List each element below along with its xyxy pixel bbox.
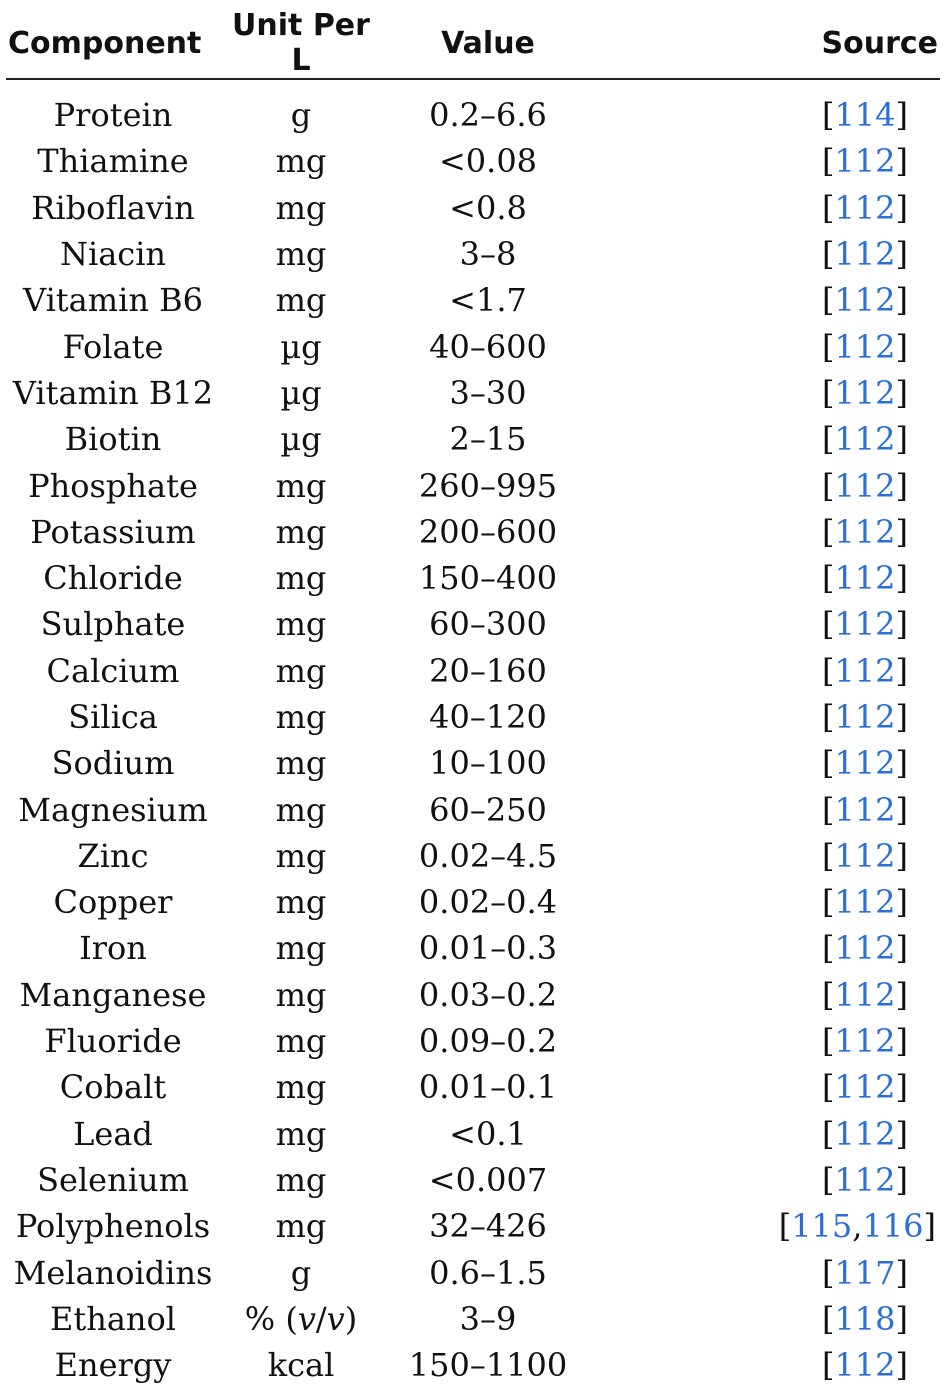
open-bracket: [	[821, 1160, 835, 1199]
close-bracket: ]	[895, 1068, 908, 1107]
unit-cell: mg	[275, 1207, 327, 1246]
source-cell	[594, 1296, 940, 1342]
unit-cell: mg	[275, 744, 327, 783]
table-row	[6, 833, 940, 879]
unit-cell: mg	[275, 466, 327, 505]
open-bracket: [	[821, 1299, 835, 1338]
component-cell: Cobalt	[59, 1068, 167, 1107]
open-bracket: [	[821, 420, 835, 459]
source-cell	[594, 509, 940, 555]
unit-cell: mg	[275, 698, 327, 736]
value-cell: 200–600	[418, 512, 558, 551]
source-cell	[594, 1111, 940, 1157]
value-cell: 3–30	[449, 373, 527, 412]
open-bracket: [	[821, 1114, 835, 1153]
component-cell: Protein	[53, 96, 173, 135]
value-cell: 3–9	[459, 1299, 517, 1338]
close-bracket: ]	[895, 744, 908, 783]
value-cell: 2–15	[449, 420, 527, 459]
header-source: Source	[594, 8, 940, 79]
table-row	[6, 509, 940, 555]
open-bracket: [	[821, 1253, 835, 1292]
citation-link[interactable]: 112	[834, 327, 896, 366]
value-cell: 260–995	[418, 466, 558, 505]
open-bracket: [	[821, 373, 835, 412]
citation-link[interactable]: 112	[834, 698, 896, 736]
citation-link[interactable]: 112	[834, 235, 896, 274]
component-cell: Selenium	[37, 1160, 189, 1199]
component-cell: Sulphate	[40, 605, 186, 644]
citation-link[interactable]: 112	[834, 512, 896, 551]
open-bracket: [	[821, 142, 835, 181]
citation-link[interactable]: 118	[834, 1299, 896, 1338]
table-row	[6, 925, 940, 971]
table-row	[6, 601, 940, 647]
table-row	[6, 416, 940, 462]
table-row	[6, 1296, 940, 1342]
component-cell: Fluoride	[44, 1022, 182, 1061]
table-row	[6, 1249, 940, 1295]
close-bracket: ]	[895, 1022, 908, 1061]
close-bracket: ]	[895, 605, 908, 644]
source-cell	[594, 694, 940, 740]
value-cell: 10–100	[429, 744, 547, 783]
citation-link[interactable]: 112	[834, 790, 896, 829]
table-row	[6, 185, 940, 231]
composition-table	[6, 8, 940, 1388]
table-row	[6, 370, 940, 416]
table-row	[6, 323, 940, 369]
table-row	[6, 786, 940, 832]
citation-link[interactable]: 116	[862, 1207, 924, 1246]
unit-cell: g	[290, 96, 312, 135]
header-component: Component	[6, 8, 220, 79]
open-bracket: [	[821, 605, 835, 644]
source-cell	[594, 972, 940, 1018]
open-bracket: [	[821, 1022, 835, 1061]
value-cell: 150–400	[418, 559, 558, 598]
unit-cell: mg	[275, 929, 327, 968]
close-bracket: ]	[895, 1346, 908, 1385]
source-cell	[594, 1018, 940, 1064]
citation-link[interactable]: 112	[834, 651, 896, 690]
citation-link[interactable]: 112	[834, 1160, 896, 1199]
citation-link[interactable]: 112	[834, 1114, 896, 1153]
value-cell: 0.01–0.3	[418, 929, 558, 968]
unit-cell: kcal	[267, 1346, 335, 1385]
close-bracket: ]	[895, 975, 908, 1014]
source-cell	[594, 601, 940, 647]
component-cell: Vitamin B12	[12, 373, 214, 412]
citation-link[interactable]: 112	[834, 281, 896, 320]
component-cell: Thiamine	[37, 142, 189, 181]
close-bracket: ]	[895, 883, 908, 922]
citation-link[interactable]: 117	[834, 1253, 896, 1292]
source-cell	[594, 370, 940, 416]
citation-link[interactable]: 112	[834, 142, 896, 181]
value-cell: 0.6–1.5	[429, 1253, 547, 1292]
component-cell: Polyphenols	[15, 1207, 211, 1246]
close-bracket: ]	[895, 698, 908, 736]
component-cell: Biotin	[64, 420, 162, 459]
open-bracket: [	[821, 235, 835, 274]
source-cell	[594, 185, 940, 231]
source-cell	[594, 462, 940, 508]
value-cell: 3–8	[459, 235, 517, 274]
close-bracket: ]	[895, 281, 908, 320]
source-cell	[594, 1157, 940, 1203]
table-row	[6, 1111, 940, 1157]
citation-link[interactable]: 114	[834, 96, 896, 135]
table-row	[6, 1064, 940, 1110]
unit-cell: µg	[280, 420, 322, 459]
value-cell: 40–600	[429, 327, 547, 366]
table-row	[6, 462, 940, 508]
component-cell: Lead	[73, 1114, 153, 1153]
table-row	[6, 1157, 940, 1203]
citation-link[interactable]: 112	[834, 373, 896, 412]
unit-cell: mg	[275, 142, 327, 181]
close-bracket: ]	[895, 651, 908, 690]
source-cell	[594, 1203, 940, 1249]
unit-cell: mg	[275, 790, 327, 829]
unit-part: )	[344, 1299, 358, 1338]
value-cell: 32–426	[429, 1207, 547, 1246]
component-cell: Phosphate	[28, 466, 198, 505]
open-bracket: [	[821, 559, 835, 598]
open-bracket: [	[821, 466, 835, 505]
component-cell: Niacin	[59, 235, 167, 274]
unit-cell: mg	[275, 281, 327, 320]
source-cell	[594, 1064, 940, 1110]
unit-cell: mg	[275, 1022, 327, 1061]
component-cell: Vitamin B6	[23, 281, 203, 320]
component-cell: Folate	[62, 327, 164, 366]
citation-link[interactable]: 112	[834, 1346, 896, 1385]
source-cell	[594, 323, 940, 369]
open-bracket: [	[821, 883, 835, 922]
unit-part: v	[297, 1299, 316, 1338]
source-cell	[594, 925, 940, 971]
open-bracket: [	[821, 512, 835, 551]
table-row	[6, 1342, 940, 1388]
value-cell: 0.02–4.5	[418, 836, 558, 875]
unit-cell: mg	[275, 1068, 327, 1107]
component-cell: Melanoidins	[13, 1253, 213, 1292]
source-cell	[594, 79, 940, 138]
component-cell: Ethanol	[49, 1299, 176, 1338]
open-bracket: [	[821, 651, 835, 690]
table-header	[6, 8, 940, 79]
component-cell: Magnesium	[18, 790, 208, 829]
citation-link[interactable]: 112	[834, 559, 896, 598]
table-row	[6, 1018, 940, 1064]
unit-cell: mg	[275, 975, 327, 1014]
open-bracket: [	[821, 929, 835, 968]
citation-link[interactable]: 112	[834, 975, 896, 1014]
close-bracket: ]	[895, 142, 908, 181]
citation-link[interactable]: 112	[834, 929, 896, 968]
citation-link[interactable]: 112	[834, 605, 896, 644]
table-row	[6, 231, 940, 277]
component-cell: Manganese	[19, 975, 207, 1014]
source-cell	[594, 231, 940, 277]
value-cell: <0.1	[449, 1114, 527, 1153]
unit-cell: µg	[280, 373, 322, 412]
unit-cell: g	[290, 1253, 312, 1292]
source-cell	[594, 138, 940, 184]
table-row	[6, 972, 940, 1018]
unit-cell: mg	[275, 836, 327, 875]
unit-cell	[220, 1296, 382, 1342]
close-bracket: ]	[895, 188, 908, 227]
close-bracket: ]	[895, 1253, 908, 1292]
source-cell	[594, 879, 940, 925]
component-cell: Iron	[79, 929, 147, 968]
table-row	[6, 138, 940, 184]
close-bracket: ]	[895, 420, 908, 459]
source-cell	[594, 555, 940, 601]
unit-cell: mg	[275, 605, 327, 644]
component-cell: Calcium	[46, 651, 180, 690]
citation-link[interactable]: 112	[834, 883, 896, 922]
component-cell: Chloride	[43, 559, 183, 598]
citation-link[interactable]: 112	[834, 1022, 896, 1061]
close-bracket: ]	[895, 836, 908, 875]
source-cell	[594, 833, 940, 879]
close-bracket: ]	[895, 96, 908, 135]
close-bracket: ]	[895, 929, 908, 968]
value-cell: 150–1100	[408, 1346, 568, 1385]
unit-part: /	[315, 1299, 327, 1338]
citation-link[interactable]: 112	[834, 744, 896, 783]
value-cell: <1.7	[449, 281, 527, 320]
value-cell: 0.02–0.4	[418, 883, 558, 922]
component-cell: Copper	[53, 883, 173, 922]
citation-link[interactable]: 112	[834, 836, 896, 875]
unit-part: v	[326, 1299, 345, 1338]
close-bracket: ]	[895, 559, 908, 598]
close-bracket: ]	[895, 790, 908, 829]
value-cell: 0.2–6.6	[429, 96, 547, 135]
value-cell: 60–250	[429, 790, 547, 829]
unit-cell: mg	[275, 559, 327, 598]
source-cell	[594, 648, 940, 694]
value-cell: <0.8	[449, 188, 527, 227]
close-bracket: ]	[895, 235, 908, 274]
table-row	[6, 879, 940, 925]
citation-link[interactable]: 112	[834, 188, 896, 227]
header-row	[6, 8, 940, 79]
open-bracket: [	[821, 698, 835, 736]
value-cell: 40–120	[429, 698, 547, 736]
value-cell: 0.03–0.2	[418, 975, 558, 1014]
open-bracket: [	[821, 188, 835, 227]
table-row	[6, 555, 940, 601]
open-bracket: [	[821, 975, 835, 1014]
source-cell	[594, 786, 940, 832]
unit-cell: mg	[275, 1114, 327, 1153]
table-row	[6, 79, 940, 138]
table-row	[6, 277, 940, 323]
source-cell	[594, 277, 940, 323]
open-bracket: [	[821, 1346, 835, 1385]
unit-cell: mg	[275, 1160, 327, 1199]
citation-link[interactable]: 112	[834, 420, 896, 459]
citation-link[interactable]: 112	[834, 466, 896, 505]
source-cell	[594, 740, 940, 786]
citation-link[interactable]: 115	[791, 1207, 853, 1246]
close-bracket: ]	[923, 1207, 936, 1246]
open-bracket: [	[821, 836, 835, 875]
close-bracket: ]	[895, 1299, 908, 1338]
value-cell: <0.007	[428, 1160, 548, 1199]
unit-cell: mg	[275, 188, 327, 227]
unit-cell: mg	[275, 651, 327, 690]
close-bracket: ]	[895, 1160, 908, 1199]
unit-part: % (	[244, 1299, 298, 1338]
source-cell	[594, 416, 940, 462]
table-row	[6, 740, 940, 786]
open-bracket: [	[821, 96, 835, 135]
component-cell: Energy	[54, 1346, 172, 1385]
unit-cell: mg	[275, 883, 327, 922]
close-bracket: ]	[895, 327, 908, 366]
open-bracket: [	[821, 281, 835, 320]
citation-separator: ,	[852, 1207, 863, 1246]
open-bracket: [	[821, 790, 835, 829]
component-cell: Zinc	[77, 836, 149, 875]
value-cell: 0.09–0.2	[418, 1022, 558, 1061]
close-bracket: ]	[895, 466, 908, 505]
table-body	[6, 79, 940, 1388]
value-cell: 0.01–0.1	[418, 1068, 558, 1107]
value-cell: 60–300	[429, 605, 547, 644]
open-bracket: [	[821, 744, 835, 783]
value-cell: 20–160	[429, 651, 547, 690]
source-cell	[594, 1249, 940, 1295]
open-bracket: [	[821, 327, 835, 366]
header-unit: Unit Per L	[220, 8, 382, 79]
table-row	[6, 694, 940, 740]
table-row	[6, 1203, 940, 1249]
open-bracket: [	[778, 1207, 792, 1246]
unit-cell: mg	[275, 235, 327, 274]
component-cell: Sodium	[51, 744, 175, 783]
value-cell: <0.08	[438, 142, 538, 181]
citation-link[interactable]: 112	[834, 1068, 896, 1107]
header-value: Value	[382, 8, 594, 79]
component-cell: Silica	[68, 698, 158, 736]
component-cell: Riboflavin	[31, 188, 195, 227]
close-bracket: ]	[895, 1114, 908, 1153]
close-bracket: ]	[895, 512, 908, 551]
unit-cell: µg	[280, 327, 322, 366]
source-cell	[594, 1342, 940, 1388]
open-bracket: [	[821, 1068, 835, 1107]
unit-cell: mg	[275, 512, 327, 551]
table-row	[6, 648, 940, 694]
component-cell: Potassium	[30, 512, 196, 551]
close-bracket: ]	[895, 373, 908, 412]
